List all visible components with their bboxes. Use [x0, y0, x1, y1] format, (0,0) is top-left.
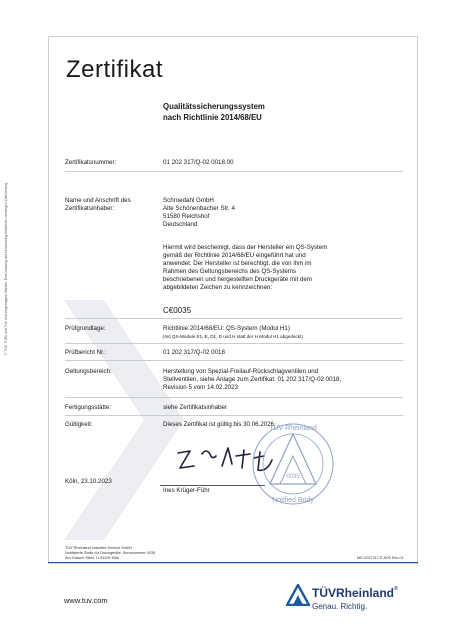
certificate-subtitle [163, 101, 265, 123]
footer-url-link[interactable]: www.tuv.com [64, 596, 108, 605]
validity-label: Gültigkeit: [65, 421, 93, 428]
certification-statement [163, 244, 327, 292]
ce-mark: C€0035 [163, 306, 192, 315]
tuv-triangle-logo-icon [286, 584, 310, 606]
separator [65, 360, 403, 361]
basis-value: Richtlinie 2014/68/EU: QS-System (Modul H1) [163, 325, 290, 332]
holder-label-line-2: Zertifikatsinhaber: [65, 205, 115, 212]
cert-number-value: 01 202 317/Q-02 0018.00 [163, 159, 234, 166]
seal-number: 0035 [286, 474, 300, 480]
statement-line: anwendet. Der Hersteller ist berechtigt, die von ihm im [163, 260, 312, 267]
separator [65, 343, 403, 344]
subtitle-line-1: Qualitätssicherungssystem [163, 102, 265, 111]
place-date: Köln, 23.10.2023 [65, 478, 112, 485]
form-code: MD-0037317 E-D09 Rev.01 [357, 556, 404, 560]
brand-tagline: Genau. Richtig. [312, 602, 368, 611]
site-value: siehe Zertifikatsinhaber [163, 404, 227, 411]
statement-line: Rahmen des Geltungsbereichs des QS-Systems [163, 268, 297, 275]
statement-line: Hiermit wird bescheinigt, dass der Hersteller ein QS-System [163, 244, 328, 251]
holder-label-line-1: Name und Anschrift des [65, 197, 131, 204]
subtitle-line-2: nach Richtlinie 2014/68/EU [163, 113, 262, 122]
separator [65, 171, 403, 172]
scope-line: Stellventilen, siehe Anlage zum Zertifikat: 01 202 317/Q-02 0018, [163, 376, 342, 383]
scope-label: Geltungsbereich: [65, 368, 112, 375]
issuer-line: TÜV Rheinland Industrie Service GmbH [65, 546, 133, 550]
brand-registered-mark: ® [394, 586, 398, 592]
signatory-name: Ines Krüger-Führ [163, 487, 210, 494]
seal-bottom-text: Notified Body [272, 497, 314, 504]
holder-country: Deutschland [163, 221, 198, 228]
cert-number-label: Zertifikatsnummer: [65, 159, 117, 166]
scope-line: Revision 5 vom 14.02.2023 [163, 384, 238, 391]
scope-value [163, 368, 341, 392]
separator [65, 397, 403, 398]
basis-label: Prüfgrundlage: [65, 325, 106, 332]
statement-line: gemäß der Richtlinie 2014/68/EU eingeführt hat und [163, 252, 306, 259]
basis-note: (mit QS-Module E1, E, D1, D und H statt der H Modul H1 abgedeckt) [163, 334, 303, 339]
report-value: 01 202 317/Q-02 0018 [163, 349, 225, 356]
holder-name: Schroedahl GmbH [163, 197, 214, 204]
brand-name: TÜVRheinland [312, 586, 395, 600]
site-label: Fertigungsstätte: [65, 404, 112, 411]
holder-label [65, 197, 131, 213]
separator [65, 415, 403, 416]
holder-city: 51580 Reichshof [163, 213, 210, 220]
side-legal-text: © TÜV, TUEV und TUV sind eingetragene Marken. Eine Nutzung und Verwendung bedarf der vorherigen Zustimmung. [4, 182, 8, 355]
scope-line: Herstellung von Spezial-Freilauf-Rückschlagventilen und [163, 368, 319, 375]
issuer-line: Notifizierte Stelle für Druckgeräte, Kennnummer 0035 [65, 551, 156, 555]
seal-top-text: TÜV Rheinland [269, 425, 317, 432]
issuer-line: Am Grauen Stein, D-51105 Köln [65, 556, 120, 560]
notified-body-seal [250, 412, 336, 516]
issuer-block [65, 546, 155, 561]
separator [65, 318, 403, 319]
frame-bottom-rule [48, 562, 418, 563]
brand-wordmark [312, 586, 398, 600]
holder-street: Alte Schönenbacher Str. 4 [163, 205, 235, 212]
signature-line [160, 485, 265, 486]
validity-value: Dieses Zertifikat ist gültig bis 30.06.2026. [163, 421, 276, 428]
statement-line: abgebildeten Zeichen zu kennzeichnen: [163, 284, 273, 291]
statement-line: beschriebenen und hergestellten Druckgeräte mit dem [163, 276, 312, 283]
page-title: Zertifikat [66, 56, 164, 83]
holder-address [163, 197, 235, 229]
report-label: Prüfbericht Nr.: [65, 349, 107, 356]
